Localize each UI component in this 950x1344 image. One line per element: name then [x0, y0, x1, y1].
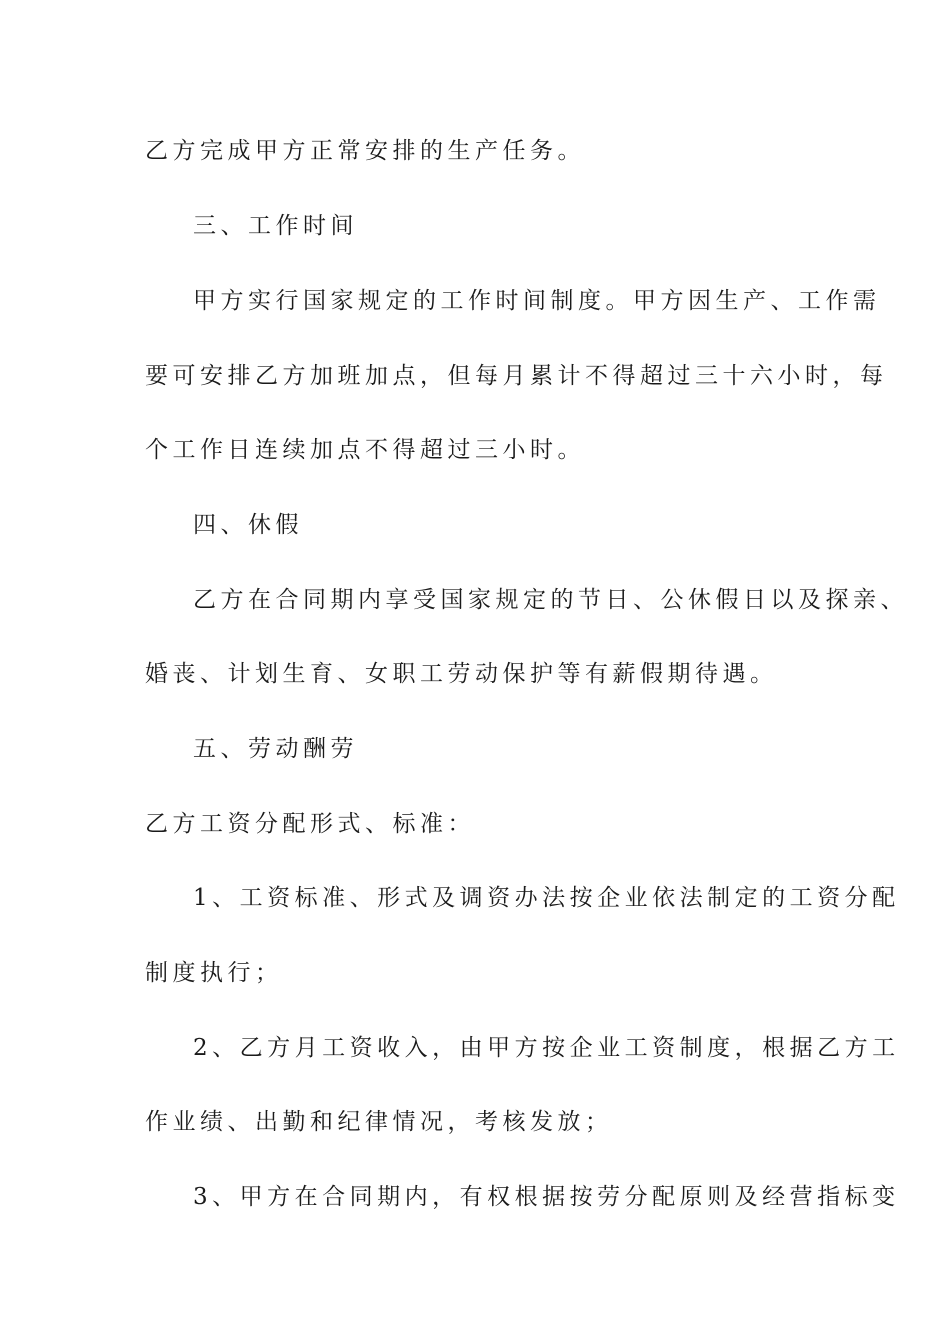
- paragraph-line: 婚丧、计划生育、女职工劳动保护等有薪假期待遇。: [145, 661, 778, 687]
- section-heading-remuneration: 五、劳动酬劳: [193, 736, 358, 762]
- paragraph-line: 要可安排乙方加班加点，但每月累计不得超过三十六小时，每: [145, 363, 888, 389]
- paragraph-line: 个工作日连续加点不得超过三小时。: [145, 437, 585, 463]
- section-heading-vacation: 四、休假: [193, 512, 303, 538]
- paragraph-line: 制度执行；: [145, 960, 283, 986]
- paragraph-line: 作业绩、出勤和纪律情况，考核发放；: [145, 1109, 613, 1135]
- list-item-3: 3、甲方在合同期内，有权根据按劳分配原则及经营指标变: [193, 1184, 900, 1210]
- paragraph-line: 乙方完成甲方正常安排的生产任务。: [145, 138, 585, 164]
- list-item-2: 2、乙方月工资收入，由甲方按企业工资制度，根据乙方工: [193, 1035, 900, 1061]
- paragraph-line: 乙方在合同期内享受国家规定的节日、公休假日以及探亲、: [193, 587, 908, 613]
- paragraph-line: 乙方工资分配形式、标准：: [145, 811, 475, 837]
- paragraph-line: 甲方实行国家规定的工作时间制度。甲方因生产、工作需: [193, 288, 881, 314]
- section-heading-work-time: 三、工作时间: [193, 213, 358, 239]
- list-item-1: 1、工资标准、形式及调资办法按企业依法制定的工资分配: [193, 885, 900, 911]
